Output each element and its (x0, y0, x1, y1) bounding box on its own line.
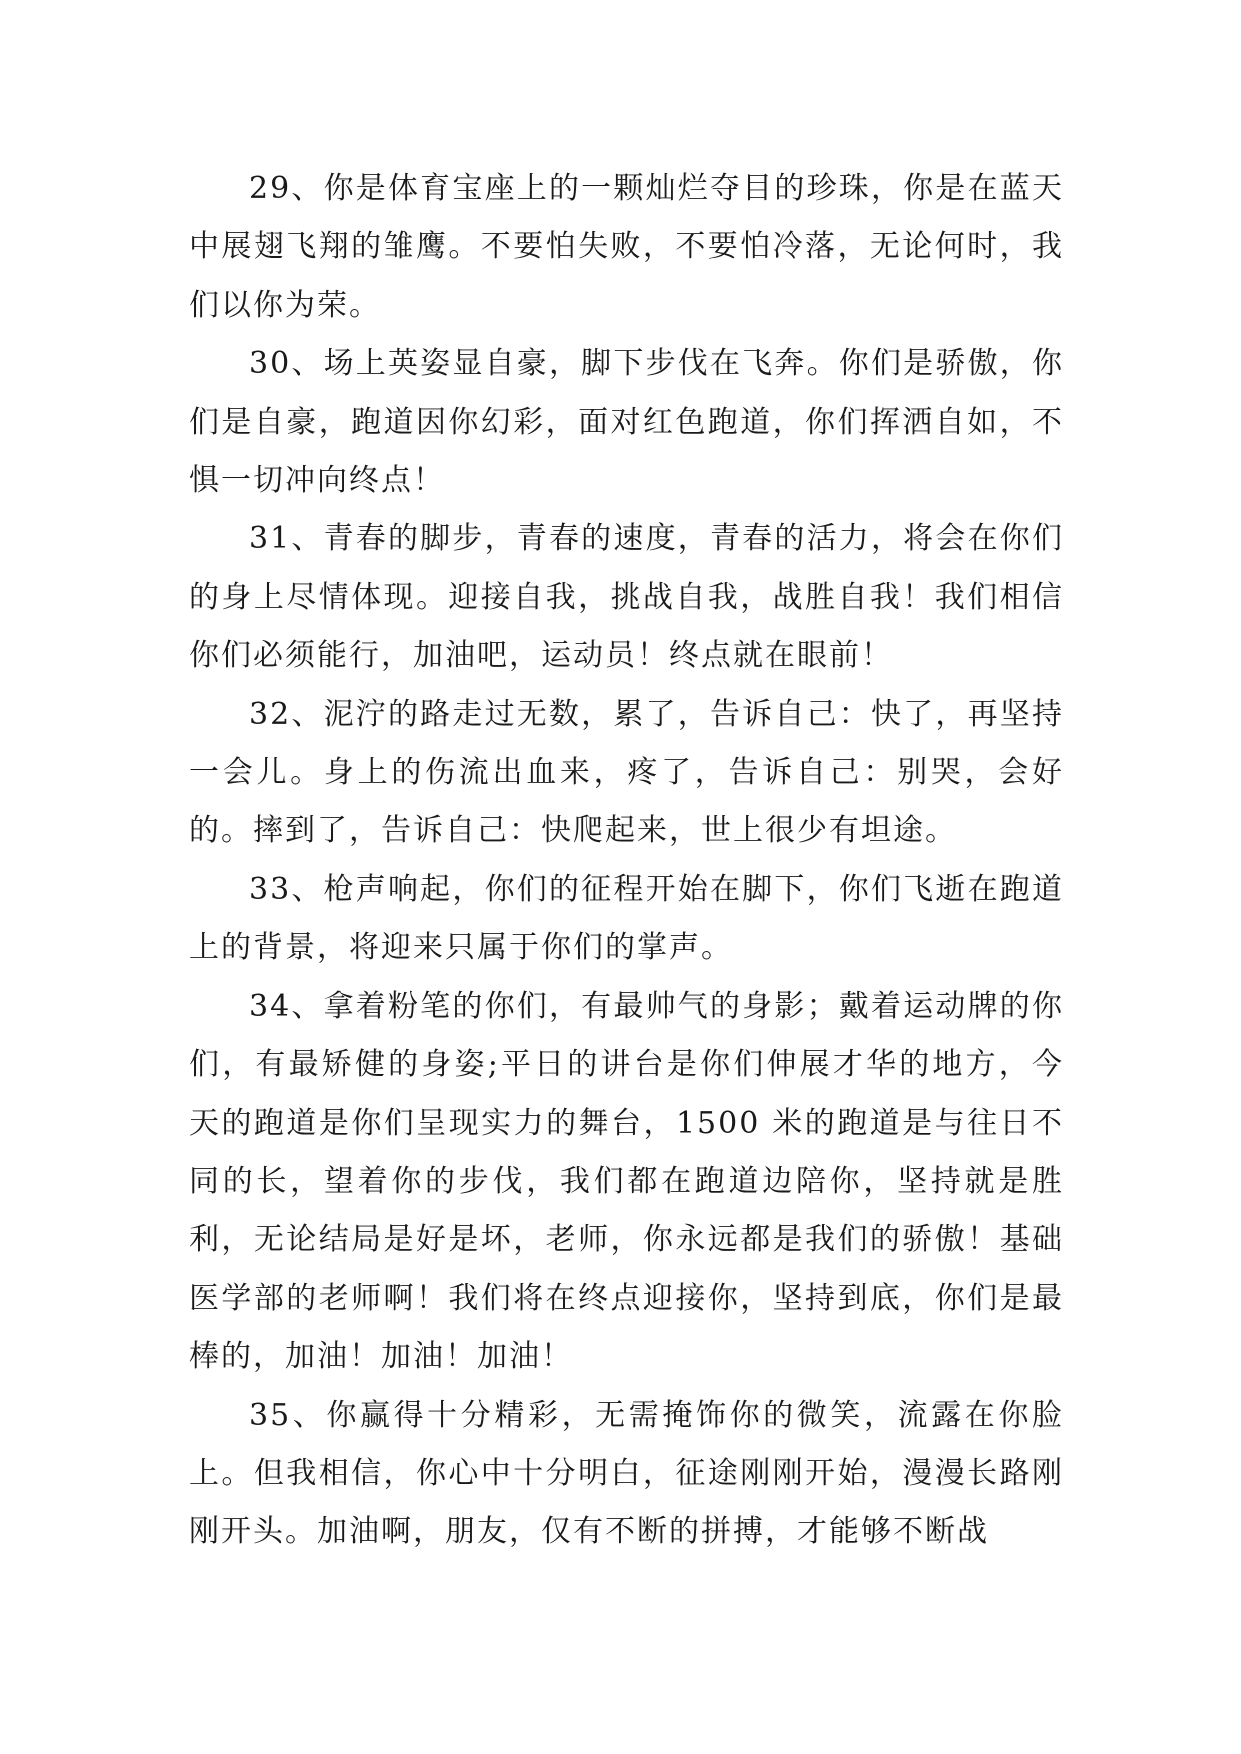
paragraph-33: 33、枪声响起，你们的征程开始在脚下，你们飞逝在跑道上的背景，将迎来只属于你们的掌声。 (189, 871, 1064, 966)
paragraph-32: 32、泥泞的路走过无数，累了，告诉自己：快了，再坚持一会儿。身上的伤流出血来，疼了，告诉自己：别哭，会好的。摔到了，告诉自己：快爬起来，世上很少有坦途。 (189, 696, 1064, 849)
paragraph-29: 29、你是体育宝座上的一颗灿烂夺目的珍珠，你是在蓝天中展翅飞翔的雏鹰。不要怕失败，不要怕冷落，无论何时，我们以你为荣。 (189, 171, 1064, 323)
paragraph-31: 31、青春的脚步，青春的速度，青春的活力，将会在你们的身上尽情体现。迎接自我，挑战自我，战胜自我！我们相信你们必须能行，加油吧，运动员！终点就在眼前！ (189, 521, 1064, 674)
paragraph-35: 35、你赢得十分精彩，无需掩饰你的微笑，流露在你脸上。但我相信，你心中十分明白，征途刚刚开始，漫漫长路刚刚开头。加油啊，朋友，仅有不断的拼搏，才能够不断战 (189, 1397, 1064, 1550)
paragraph-30: 30、场上英姿显自豪，脚下步伐在飞奔。你们是骄傲，你们是自豪，跑道因你幻彩，面对红色跑道，你们挥洒自如，不惧一切冲向终点！ (189, 346, 1064, 499)
paragraph-34: 34、拿着粉笔的你们，有最帅气的身影；戴着运动牌的你们，有最矫健的身姿;平日的讲台是你们伸展才华的地方，今天的跑道是你们呈现实力的舞台，1500 米的跑道是与往日不同的长，望着你的步伐，我们都在跑道边陪你，坚持就是胜利，无论结局是好是坏，老师，你永远都是我们的骄傲！基础医学部的老师啊！我们将在终点迎接你，坚持到底，你们是最棒的，加油！加油！加油！ (189, 988, 1064, 1375)
document-body (189, 160, 1064, 1562)
